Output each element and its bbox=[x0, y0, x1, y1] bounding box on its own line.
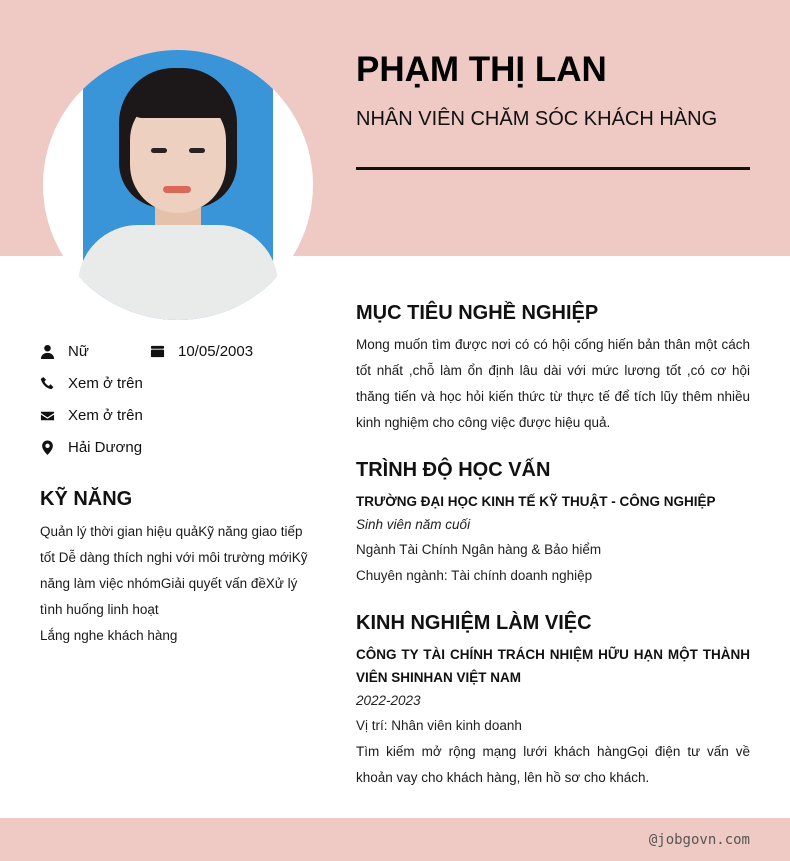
objective-heading: MỤC TIÊU NGHỀ NGHIỆP bbox=[356, 302, 599, 324]
phone-value: Xem ở trên bbox=[68, 375, 143, 392]
photo-fringe bbox=[130, 90, 226, 118]
education-specialization: Chuyên ngành: Tài chính doanh nghiệp bbox=[356, 568, 593, 583]
contact-birthdate bbox=[150, 343, 253, 360]
contact-gender bbox=[40, 343, 89, 360]
education-major: Ngành Tài Chính Ngân hàng & Bảo hiểm bbox=[356, 542, 602, 557]
education-heading: TRÌNH ĐỘ HỌC VẤN bbox=[356, 459, 551, 481]
address-value: Hải Dương bbox=[68, 439, 143, 456]
phone-icon bbox=[40, 376, 55, 391]
email-value: Xem ở trên bbox=[68, 407, 143, 424]
skills-heading: KỸ NĂNG bbox=[40, 488, 133, 510]
footer-watermark: @jobgovn.com bbox=[648, 832, 750, 848]
contact-email bbox=[40, 407, 143, 424]
education-school: TRƯỜNG ĐẠI HỌC KINH TẾ KỸ THUẬT - CÔNG NGHIỆP bbox=[356, 494, 716, 509]
title-divider bbox=[356, 167, 750, 170]
experience-position: Vị trí: Nhân viên kinh doanh bbox=[356, 718, 522, 733]
education-status: Sinh viên năm cuối bbox=[356, 517, 471, 532]
photo-shirt bbox=[78, 225, 278, 320]
photo-lips bbox=[163, 186, 191, 193]
candidate-name: PHẠM THỊ LAN bbox=[356, 50, 607, 89]
contact-phone bbox=[40, 375, 143, 392]
experience-company: CÔNG TY TÀI CHÍNH TRÁCH NHIỆM HỮU HẠN MỘT THÀNH VIÊN SHINHAN VIỆT NAM bbox=[356, 647, 750, 685]
experience-heading: KINH NGHIỆM LÀM VIỆC bbox=[356, 612, 592, 634]
birthdate-value: 10/05/2003 bbox=[178, 343, 254, 360]
experience-period: 2022-2023 bbox=[356, 693, 421, 708]
skills-extra: Lắng nghe khách hàng bbox=[40, 628, 178, 643]
job-title: NHÂN VIÊN CHĂM SÓC KHÁCH HÀNG bbox=[356, 108, 718, 130]
location-pin-icon bbox=[40, 440, 55, 455]
photo-eye-right bbox=[189, 148, 205, 153]
person-icon bbox=[40, 344, 55, 359]
photo-eye-left bbox=[151, 148, 167, 153]
experience-description: Tìm kiếm mở rộng mạng lưới khách hàngGọi điện tư vấn về khoản vay cho khách hàng, lên hồ sơ cho khách. bbox=[356, 744, 750, 785]
objective-text: Mong muốn tìm được nơi có có hội cống hiến bản thân một cách tốt nhất ,chỗ làm ổn định lâu dài với mức lương tốt ,có cơ hội thăng tiến và học hỏi kiến thức từ thực tế để tích lũy thêm nhiều kinh nghiệm cho công việc được hiệu quả. bbox=[356, 337, 750, 430]
envelope-icon bbox=[40, 408, 55, 423]
gender-value: Nữ bbox=[68, 343, 89, 360]
contact-address bbox=[40, 439, 142, 456]
profile-photo bbox=[43, 50, 313, 320]
calendar-icon bbox=[150, 344, 165, 359]
skills-text: Quản lý thời gian hiệu quảKỹ năng giao tiếp tốt Dễ dàng thích nghi với môi trường mớiKỹ năng làm việc nhómGiải quyết vấn đềXử lý tình huống linh hoạt bbox=[40, 524, 308, 617]
